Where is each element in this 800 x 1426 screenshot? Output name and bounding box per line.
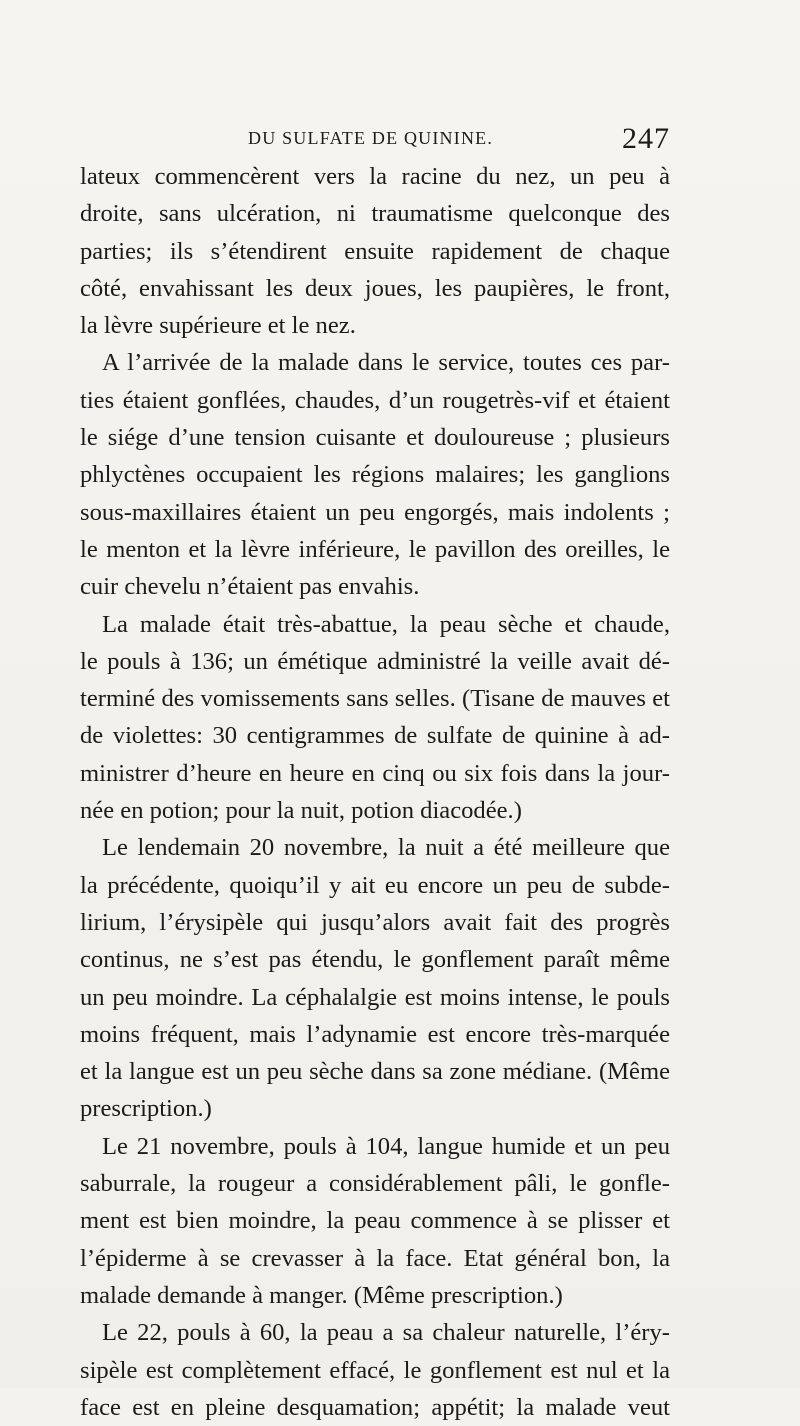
- text-line: saburrale, la rougeur a considérablement pâli, le gonfle-: [80, 1170, 670, 1198]
- text-line: ministrer d’heure en heure en cinq ou six fois dans la jour-: [80, 759, 670, 787]
- text-line: ties étaient gonflées, chaudes, d’un rougetrès-vif et étaient: [80, 386, 670, 414]
- text-line: face est en pleine desquamation; appétit; la malade veut: [80, 1393, 670, 1421]
- text-line: Le 22, pouls à 60, la peau a sa chaleur naturelle, l’éry-: [102, 1319, 670, 1347]
- text-line: la précédente, quoiqu’il y ait eu encore un peu de subde-: [80, 871, 670, 899]
- text-line: malade demande à manger. (Même prescription.): [80, 1281, 563, 1309]
- text-line: Le lendemain 20 novembre, la nuit a été meilleure que: [102, 834, 670, 862]
- text-line: A l’arrivée de la malade dans le service, toutes ces par-: [102, 349, 670, 377]
- text-line: côté, envahissant les deux joues, les paupières, le front,: [80, 274, 670, 302]
- text-line: prescription.): [80, 1095, 212, 1123]
- text-line: continus, ne s’est pas étendu, le gonflement paraît même: [80, 946, 670, 974]
- text-line: Le 21 novembre, pouls à 104, langue humide et un peu: [102, 1132, 670, 1160]
- text-line: le siége d’une tension cuisante et douloureuse ; plusieurs: [80, 424, 670, 452]
- text-line: l’épiderme à se crevasser à la face. Etat général bon, la: [80, 1244, 670, 1272]
- text-line: sous-maxillaires étaient un peu engorgés, mais indolents ;: [80, 498, 670, 526]
- text-line: cuir chevelu n’étaient pas envahis.: [80, 573, 420, 601]
- text-line: parties; ils s’étendirent ensuite rapidement de chaque: [80, 237, 670, 265]
- text-line: la lèvre supérieure et le nez.: [80, 312, 356, 340]
- text-line: La malade était très-abattue, la peau sèche et chaude,: [102, 610, 670, 638]
- body-text: [80, 158, 670, 1426]
- text-line: ment est bien moindre, la peau commence à se plisser et: [80, 1207, 670, 1235]
- text-line: lirium, l’érysipèle qui jusqu’alors avait fait des progrès: [80, 908, 670, 936]
- text-line: un peu moindre. La céphalalgie est moins intense, le pouls: [80, 983, 670, 1011]
- text-line: de violettes: 30 centigrammes de sulfate de quinine à ad-: [80, 722, 670, 750]
- text-line: le pouls à 136; un émétique administré la veille avait dé-: [80, 647, 670, 675]
- text-line: droite, sans ulcération, ni traumatisme quelconque des: [80, 200, 670, 228]
- running-head: [80, 124, 670, 158]
- text-line: née en potion; pour la nuit, potion diacodée.): [80, 797, 522, 825]
- text-line: lateux commencèrent vers la racine du nez, un peu à: [80, 163, 670, 190]
- text-line: et la langue est un peu sèche dans sa zone médiane. (Même: [80, 1058, 670, 1086]
- text-line: le menton et la lèvre inférieure, le pavillon des oreilles, le: [80, 535, 670, 563]
- running-title: DU SULFATE DE QUININE.: [248, 128, 494, 148]
- text-line: moins fréquent, mais l’adynamie est encore très-marquée: [80, 1020, 670, 1048]
- text-line: phlyctènes occupaient les régions malaires; les ganglions: [80, 461, 670, 489]
- page-number: 247: [622, 122, 670, 155]
- text-line: terminé des vomissements sans selles. (Tisane de mauves et: [80, 685, 670, 713]
- text-line: sipèle est complètement effacé, le gonflement est nul et la: [80, 1356, 670, 1384]
